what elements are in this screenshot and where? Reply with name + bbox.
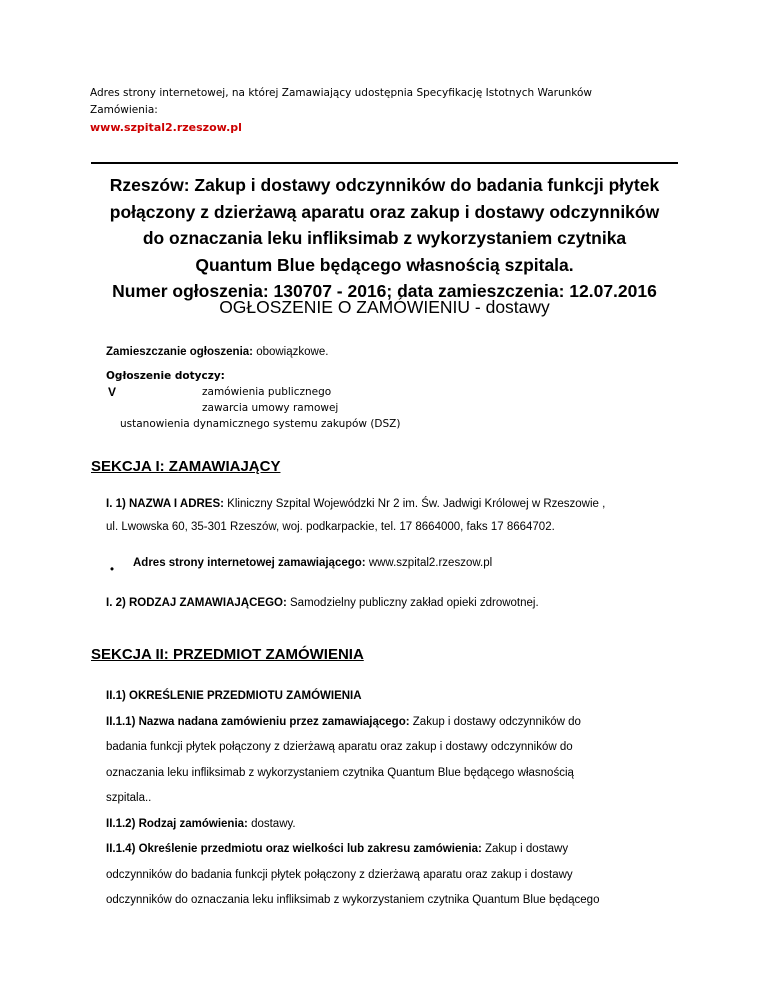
horizontal-rule [91,162,678,164]
order-name-value-1: Zakup i dostawy odczynników do [409,715,581,728]
intro-line-1: Adres strony internetowej, na której Zamawiający udostępnia Specyfikację Istotnych Warunków [90,87,593,99]
site-link[interactable]: www.szpital2.rzeszow.pl [90,121,242,134]
www-value[interactable]: www.szpital2.rzeszow.pl [365,557,493,569]
intro-block [90,85,690,136]
check-mark-icon: V [108,385,117,399]
order-scope-label: II.1.4) Określenie przedmiotu oraz wielkości lub zakresu zamówienia: [106,843,482,855]
bullet-icon: • [110,564,115,576]
option-2-label: zawarcia umowy ramowej [202,402,339,414]
order-name-value-3: oznaczania leku infliksimab z wykorzystaniem czytnika Quantum Blue będącego własnością [106,766,574,779]
concerns-option-1 [106,384,506,400]
section-2-body [106,684,696,914]
title-line-5: Numer ogłoszenia: 130707 - 2016; data zamieszczenia: 12.07.2016 [112,281,657,301]
order-kind-value: dostawy. [247,817,296,830]
announcement-type [106,344,328,360]
subsection-heading: II.1) OKREŚLENIE PRZEDMIOTU ZAMÓWIENIA [106,690,362,702]
title-line-1: Rzeszów: Zakup i dostawy odczynników do badania funkcji płytek [109,175,660,195]
page-subtitle: OGŁOSZENIE O ZAMÓWIENIU - dostawy [219,297,550,317]
type-value: Samodzielny publiczny zakład opieki zdrowotnej. [286,597,539,609]
section-1-www [133,557,492,569]
intro-line-2: Zamówienia: [90,104,158,116]
title-line-2: połączony z dzierżawą aparatu oraz zakup i dostawy odczynników [109,201,660,222]
order-name-value-2: badania funkcji płytek połączony z dzierżawą aparatu oraz zakup i dostawy odczynników do [106,741,573,753]
option-3-label: ustanowienia dynamicznego systemu zakupów (DSZ) [120,418,401,430]
order-name-label: II.1.1) Nazwa nadana zamówieniu przez zamawiającego: [106,715,410,728]
section-1-address: ul. Lwowska 60, 35-301 Rzeszów, woj. podkarpackie, tel. 17 8664000, faks 17 8664702. [106,521,555,533]
title-line-3: do oznaczania leku infliksimab z wykorzystaniem czytnika [142,228,627,248]
section-2-heading: SEKCJA II: PRZEDMIOT ZAMÓWIENIA [91,646,364,663]
name-label: I. 1) NAZWA I ADRES: [106,498,224,510]
name-value: Kliniczny Szpital Wojewódzki Nr 2 im. Św. Jadwigi Królowej w Rzeszowie , [223,498,606,510]
order-kind-label: II.1.2) Rodzaj zamówienia: [106,817,248,830]
order-scope-value-2: odczynników do badania funkcji płytek połączony z dzierżawą aparatu oraz zakup i dostawy [106,868,573,881]
page-title [91,172,678,305]
www-label: Adres strony internetowej zamawiającego: [133,557,366,569]
order-name-value-4: szpitala.. [106,792,152,804]
concerns-label: Ogłoszenie dotyczy: [106,370,225,382]
option-1-label: zamówienia publicznego [202,386,332,398]
section-1-name [106,496,686,512]
type-label: I. 2) RODZAJ ZAMAWIAJĄCEGO: [106,597,287,609]
order-scope-value-3: odczynników do oznaczania leku infliksimab z wykorzystaniem czytnika Quantum Blue będącego [106,894,600,906]
announcement-concerns [106,368,506,432]
section-1-type [106,595,686,611]
order-scope-value-1: Zakup i dostawy [481,843,569,855]
meta-label: Zamieszczanie ogłoszenia: [106,346,253,358]
meta-value: obowiązkowe. [253,346,329,358]
title-line-4: Quantum Blue będącego własnością szpitala. [195,254,574,275]
section-1-heading: SEKCJA I: ZAMAWIAJĄCY [91,458,281,475]
